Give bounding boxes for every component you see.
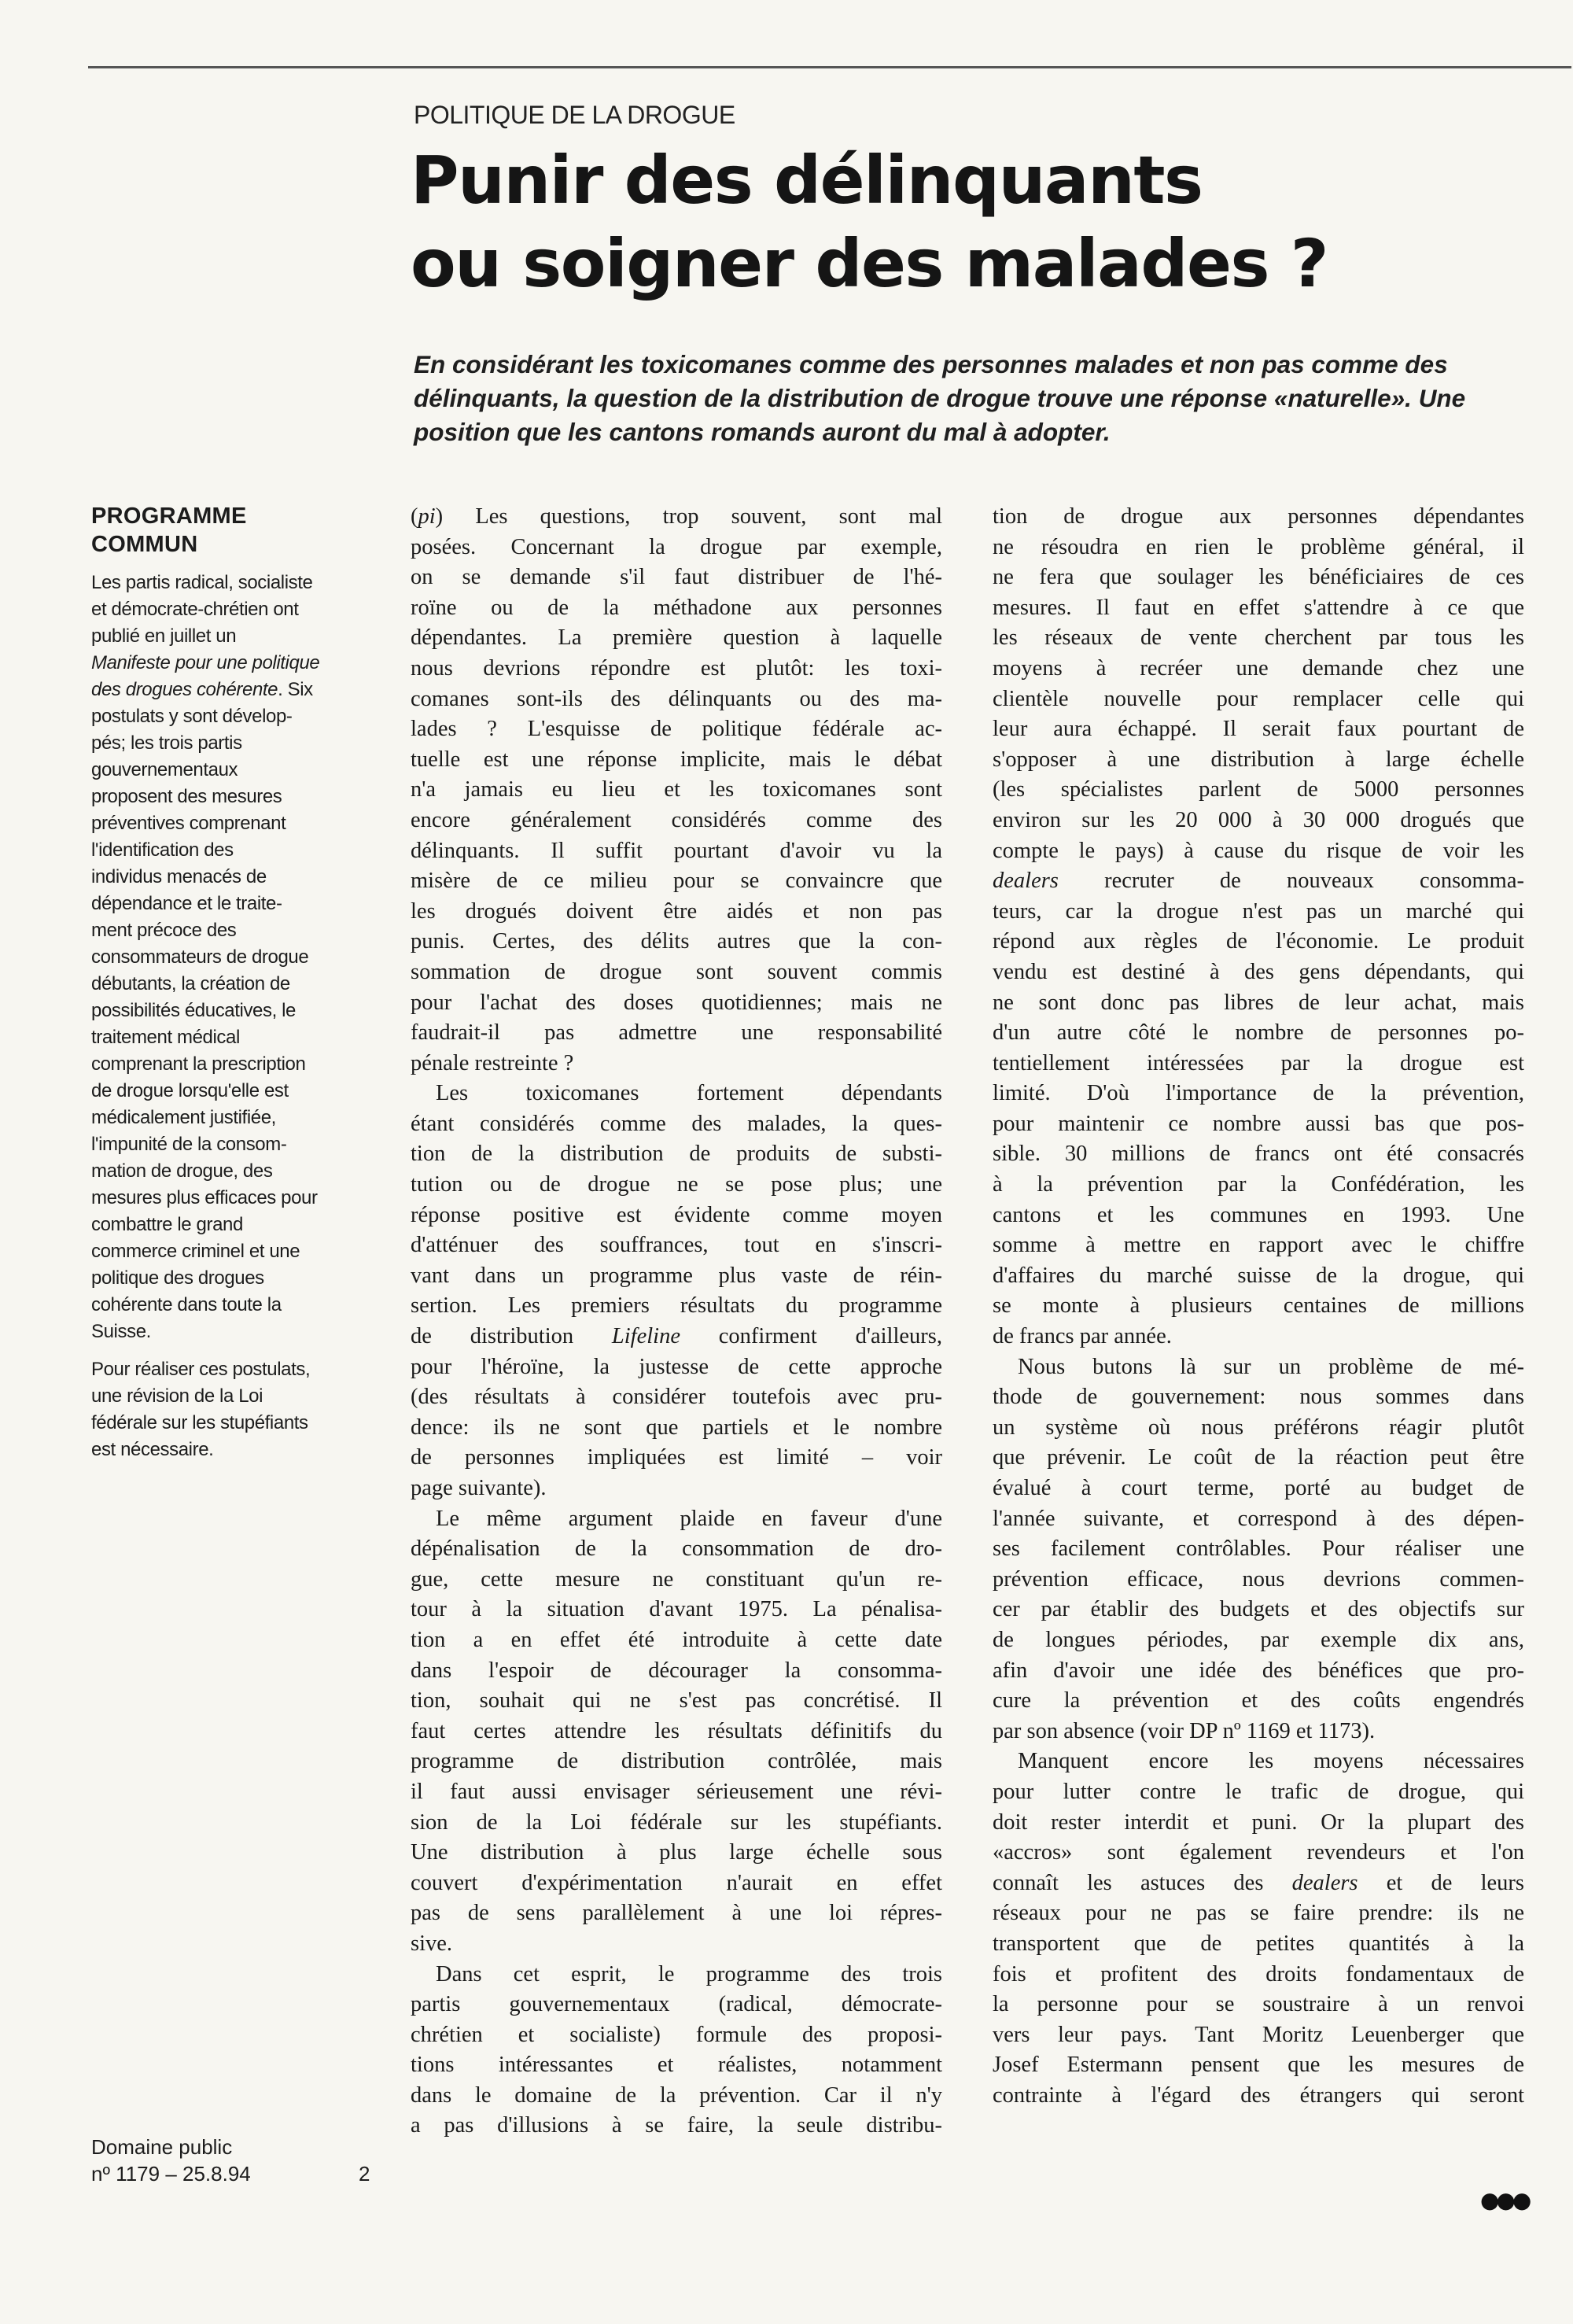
text-line: la personne pour se soustraire à un renvoi [993,1992,1524,2017]
text-line: Les toxicomanes fortement dépendants [436,1081,942,1106]
text-line: punis. Certes, des délits autres que la con- [411,929,942,954]
continuation-mark: ●●● [1480,2187,1529,2213]
sidebar-title-line: COMMUN [91,532,198,557]
text-line: à la prévention par la Confédération, les [993,1172,1524,1197]
sidebar-title [91,502,374,559]
text-line: de drogue lorsqu'elle est [91,1080,289,1101]
text-line: l'impunité de la consom- [91,1134,287,1155]
publication-name: Domaine public [91,2135,233,2159]
text-line: page suivante). [411,1476,547,1500]
text-line: on se demande s'il faut distribuer de l'hé- [411,565,942,590]
text-line: étant considérés comme des malades, la ques- [411,1111,942,1136]
text-line: moyens à recréer une demande chez une [993,655,1524,681]
text-line: pour maintenir ce nombre aussi bas que pos- [993,1111,1524,1136]
text-line: Josef Estermann pensent que les mesures de [993,2053,1524,2078]
text-line: tuelle est une réponse implicite, mais le débat [411,747,942,772]
text-line: faut certes attendre les résultats définitifs du [411,1718,942,1743]
text-line: sive. [411,1931,453,1956]
text-line: ment précoce des [91,920,237,941]
sidebar-box [91,502,374,1474]
text-line: dépendantes. La première question à laquelle [411,625,942,651]
text-line: commerce criminel et une [91,1241,300,1262]
text-line: transportent que de petites quantités à la [993,1931,1524,1956]
text-line: d'atténuer des souffrances, tout en s'inscri- [411,1233,942,1258]
text-line: couvert d'expérimentation n'aurait en effet [411,1870,942,1895]
text-line: mation de drogue, des [91,1160,273,1182]
text-line: ne sont donc pas libres de leur achat, mais [993,990,1524,1015]
lede-line: délinquants, la question de la distribution de drogue trouve une réponse «naturelle». Une [414,384,1466,412]
text-line: dépénalisation de la consommation de dro- [411,1536,942,1562]
text-line: de longues périodes, par exemple dix ans, [993,1627,1524,1652]
text-line: les drogués doivent être aidés et non pas [411,898,942,924]
text-line: répond aux règles de l'économie. Le produit [993,929,1524,954]
text-line: tions intéressantes et réalistes, notamment [411,2053,942,2078]
text-line: connaît les astuces des dealers et de leurs [993,1870,1524,1895]
text-line: cohérente dans toute la [91,1294,282,1315]
text-line: partis gouvernementaux (radical, démocrate- [411,1992,942,2017]
article-column-1 [411,502,942,2141]
text-line: postulats y sont dévelop- [91,706,293,727]
text-line: pour lutter contre le trafic de drogue, qui [993,1779,1524,1804]
text-line: réponse positive est évidente comme moyen [411,1202,942,1227]
text-line: «accros» sont également revendeurs et l'on [993,1840,1524,1865]
text-line: prévention efficace, nous devrions commen- [993,1566,1524,1592]
text-line: tentiellement intéressées par la drogue est [993,1050,1524,1075]
text-line: cer par établir des budgets et des objectifs sur [993,1597,1524,1622]
text-line: afin d'avoir une idée des bénéfices que pro- [993,1658,1524,1683]
text-line: ne fera que soulager les bénéficiaires de ces [993,565,1524,590]
text-line: sible. 30 millions de francs ont été consacrés [993,1142,1524,1167]
text-line: politique des drogues [91,1267,264,1289]
text-line: encore généralement considérés comme des [411,807,942,832]
lede-line: En considérant les toxicomanes comme des personnes malades et non pas comme des [414,350,1448,378]
page-title [411,138,1512,305]
text-line: l'identification des [91,839,234,861]
text-line: leur aura échappé. Il serait faux pourtant de [993,717,1524,742]
text-line: tion de drogue aux personnes dépendantes [993,504,1524,529]
sidebar-title-line: PROGRAMME [91,504,247,529]
text-line: d'un autre côté le nombre de personnes po- [993,1020,1524,1046]
text-line: lades ? L'esquisse de politique fédérale ac- [411,717,942,742]
sidebar-paragraph [91,1356,374,1463]
text-line: possibilités éducatives, le [91,1000,297,1021]
text-line: d'affaires du marché suisse de la drogue, qui [993,1263,1524,1288]
text-line: gue, cette mesure ne constituant qu'un re- [411,1566,942,1592]
text-line: cantons et les communes en 1993. Une [993,1202,1524,1227]
text-line: dealers recruter de nouveaux consomma- [993,869,1524,894]
text-line: posées. Concernant la drogue par exemple, [411,534,942,559]
text-line: ses facilement contrôlables. Pour réaliser une [993,1536,1524,1562]
text-line: sommation de drogue sont souvent commis [411,959,942,984]
text-line: l'année suivante, et correspond à des dépen- [993,1506,1524,1531]
issue-info: nº 1179 – 25.8.94 [91,2162,251,2186]
text-line: comanes sont-ils des délinquants ou des ma- [411,686,942,711]
lede-line: position que les cantons romands auront du mal à adopter. [414,418,1111,446]
text-line: mesures plus efficaces pour [91,1187,318,1208]
text-line: tion, souhait qui ne s'est pas concrétisé. Il [411,1688,942,1713]
text-line: programme de distribution contrôlée, mais [411,1749,942,1774]
text-line: (des résultats à considérer toutefois avec pru- [411,1385,942,1410]
text-line: roïne ou de la méthadone aux personnes [411,595,942,620]
text-line: évalué à court terme, porté au budget de [993,1476,1524,1500]
text-line: de francs par année. [993,1324,1172,1349]
text-line: il faut aussi envisager sérieusement une révi- [411,1779,942,1804]
text-line: vant dans un programme plus vaste de réin- [411,1263,942,1288]
text-line: tour à la situation d'avant 1975. La pénalisa- [411,1597,942,1622]
text-line: tion a en effet été introduite à cette date [411,1627,942,1652]
text-line: fois et profitent des droits fondamentaux de [993,1961,1524,1986]
text-line: cure la prévention et des coûts engendrés [993,1688,1524,1713]
text-line: les réseaux de vente cherchent par tous les [993,625,1524,651]
text-line: de distribution Lifeline confirment d'ailleurs, [411,1324,942,1349]
text-line: publié en juillet un [91,625,237,647]
text-line: n'a jamais eu lieu et les toxicomanes sont [411,777,942,802]
text-line: chrétien et socialiste) formule des proposi- [411,2022,942,2047]
text-line: proposent des mesures [91,786,282,807]
page-footer [91,2134,382,2187]
text-line: dépendance et le traite- [91,893,282,914]
headline-line: ou soigner des malades ? [411,225,1328,302]
section-kicker: POLITIQUE DE LA DROGUE [414,101,735,129]
text-line: thode de gouvernement: nous sommes dans [993,1385,1524,1410]
text-line: Les partis radical, socialiste [91,572,313,593]
text-line: teurs, car la drogue n'est pas un marché qui [993,898,1524,924]
text-line: nous devrions répondre est plutôt: les toxi- [411,655,942,681]
text-line: se monte à plusieurs centaines de millions [993,1293,1524,1319]
text-line: faudrait-il pas admettre une responsabilité [411,1020,942,1046]
text-line: préventives comprenant [91,813,286,834]
text-line: et démocrate-chrétien ont [91,599,299,620]
text-line: médicalement justifiée, [91,1107,276,1128]
page-number: 2 [359,2162,370,2186]
text-line: contrainte à l'égard des étrangers qui seront [993,2082,1524,2108]
text-line: Manquent encore les moyens nécessaires [1018,1749,1524,1774]
text-line: Suisse. [91,1321,151,1342]
text-line: misère de ce milieu pour se convaincre que [411,869,942,894]
top-rule [88,66,1571,68]
text-line: a pas d'illusions à se faire, la seule distribu- [411,2113,942,2138]
text-line: combattre le grand [91,1214,243,1235]
text-line: pénale restreinte ? [411,1050,574,1075]
text-line: traitement médical [91,1027,240,1048]
lede [414,348,1540,449]
text-line: consommateurs de drogue [91,946,309,968]
text-line: vendu est destiné à des gens dépendants, qui [993,959,1524,984]
text-line: de personnes impliquées est limité – voir [411,1445,942,1470]
text-line: pas de sens parallèlement à une loi répres- [411,1901,942,1926]
text-line: pés; les trois partis [91,732,242,754]
text-line: limité. D'où l'importance de la prévention, [993,1081,1524,1106]
text-line: ne résoudra en rien le problème général, il [993,534,1524,559]
text-line: dans l'espoir de décourager la consomma- [411,1658,942,1683]
text-line: individus menacés de [91,866,267,887]
text-line: (les spécialistes parlent de 5000 personnes [993,777,1524,802]
article-column-2 [993,502,1524,2111]
text-line: tution ou de drogue ne se pose plus; une [411,1172,942,1197]
text-line: Pour réaliser ces postulats, [91,1359,311,1380]
text-line: des drogues cohérente. Six [91,679,313,700]
text-line: Dans cet esprit, le programme des trois [436,1961,942,1986]
text-line: environ sur les 20 000 à 30 000 drogués que [993,807,1524,832]
text-line: tion de la distribution de produits de substi- [411,1142,942,1167]
text-line: gouvernementaux [91,759,238,780]
text-line: est nécessaire. [91,1439,214,1460]
text-line: compte le pays) à cause du risque de voir les [993,838,1524,863]
text-line: vers leur pays. Tant Moritz Leuenberger que [993,2022,1524,2047]
text-line: dans le domaine de la prévention. Car il n'y [411,2082,942,2108]
text-line: mesures. Il faut en effet s'attendre à ce que [993,595,1524,620]
sidebar-paragraph [91,570,374,1345]
text-line: Manifeste pour une politique [91,652,320,673]
text-line: s'opposer à une distribution à large échelle [993,747,1524,772]
text-line: comprenant la prescription [91,1053,306,1075]
text-line: débutants, la création de [91,973,290,994]
text-line: sion de la Loi fédérale sur les stupéfiants. [411,1809,942,1835]
text-line: pour l'héroïne, la justesse de cette approche [411,1354,942,1379]
text-line: Nous butons là sur un problème de mé- [1018,1354,1524,1379]
text-line: Le même argument plaide en faveur d'une [436,1506,942,1531]
text-line: (pi) Les questions, trop souvent, sont mal [411,504,942,529]
text-line: sertion. Les premiers résultats du programme [411,1293,942,1319]
text-line: réseaux pour ne pas se faire prendre: ils ne [993,1901,1524,1926]
text-line: dence: ils ne sont que partiels et le nombre [411,1415,942,1440]
text-line: doit rester interdit et puni. Or la plupart des [993,1809,1524,1835]
text-line: Une distribution à plus large échelle sous [411,1840,942,1865]
text-line: une révision de la Loi [91,1385,263,1407]
text-line: fédérale sur les stupéfiants [91,1412,308,1433]
text-line: somme à mettre en rapport avec le chiffre [993,1233,1524,1258]
text-line: clientèle nouvelle pour remplacer celle qui [993,686,1524,711]
text-line: délinquants. Il suffit pourtant d'avoir vu la [411,838,942,863]
text-line: par son absence (voir DP nº 1169 et 1173). [993,1718,1376,1743]
text-line: un système où nous préférons réagir plutôt [993,1415,1524,1440]
text-line: pour l'achat des doses quotidiennes; mais ne [411,990,942,1015]
headline-line: Punir des délinquants [411,142,1203,219]
text-line: que prévenir. Le coût de la réaction peut être [993,1445,1524,1470]
